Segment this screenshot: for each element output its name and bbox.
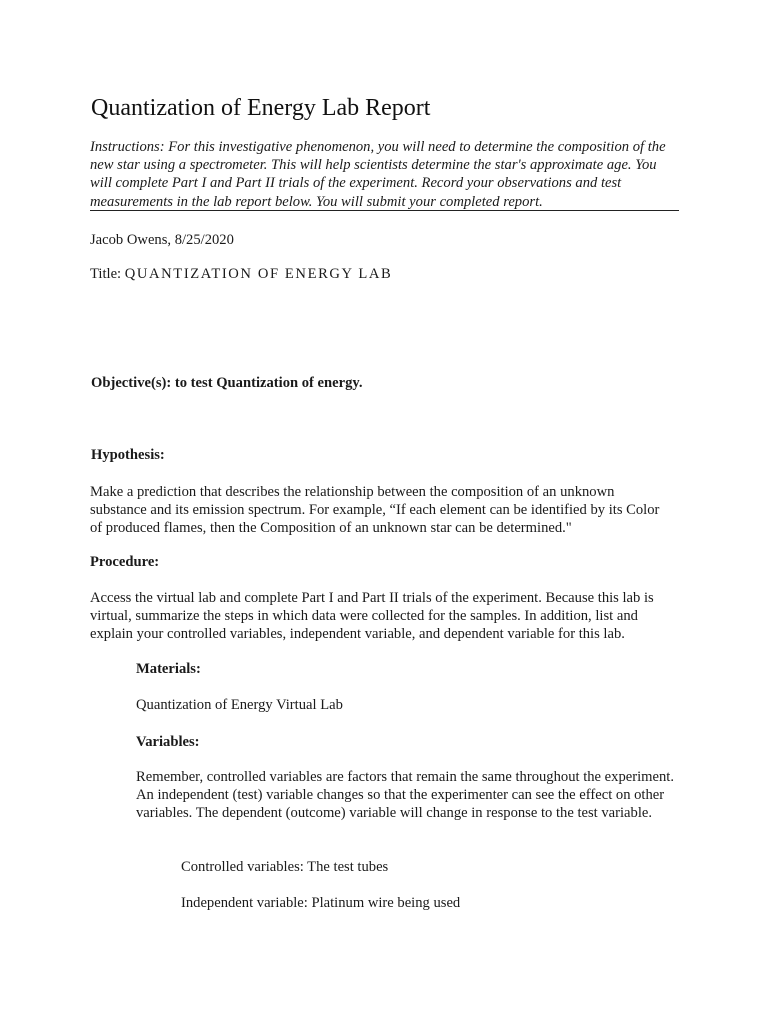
variables-heading: Variables: — [136, 734, 200, 750]
hypothesis-text: Make a prediction that describes the relationship between the composition of an unknown substance and its emission spectrum. For example, “If each element can be identified by its Color of produced flames, then the Composition of an unknown star can be determined." — [90, 484, 660, 537]
materials-heading: Materials: — [136, 661, 201, 677]
report-title-label: Title: — [90, 266, 125, 282]
document-title: Quantization of Energy Lab Report — [91, 95, 431, 121]
independent-variable-line: Independent variable: Platinum wire being used — [181, 895, 461, 911]
author-date-line: Jacob Owens, 8/25/2020 — [90, 232, 234, 248]
hypothesis-heading: Hypothesis: — [91, 447, 165, 463]
report-title-value: QUANTIZATION OF ENERGY LAB — [124, 266, 393, 282]
materials-item: Quantization of Energy Virtual Lab — [136, 697, 343, 713]
instructions-text: Instructions: For this investigative phenomenon, you will need to determine the composition of the new star using a spectrometer. This will help scientists determine the star's approximate age. You will complete Part I and Part II trials of the experiment. Record your observations and test measurements in the lab report below. You will submit your completed report. — [90, 139, 666, 210]
procedure-heading: Procedure: — [90, 554, 160, 570]
procedure-text: Access the virtual lab and complete Part I and Part II trials of the experiment. Because this lab is virtual, summarize the steps in which data were collected for the samples. In addition, list and explain your controlled variables, independent variable, and dependent variable for this lab. — [90, 590, 654, 643]
report-title-line — [90, 265, 392, 283]
controlled-variables-line: Controlled variables: The test tubes — [181, 859, 389, 875]
objective-line: Objective(s): to test Quantization of energy. — [91, 375, 363, 391]
variables-text: Remember, controlled variables are factors that remain the same throughout the experiment. An independent (test) variable changes so that the experimenter can see the effect on other variables. The dependent (outcome) variable will change in response to the test variable. — [136, 769, 674, 822]
divider-line — [90, 210, 679, 211]
